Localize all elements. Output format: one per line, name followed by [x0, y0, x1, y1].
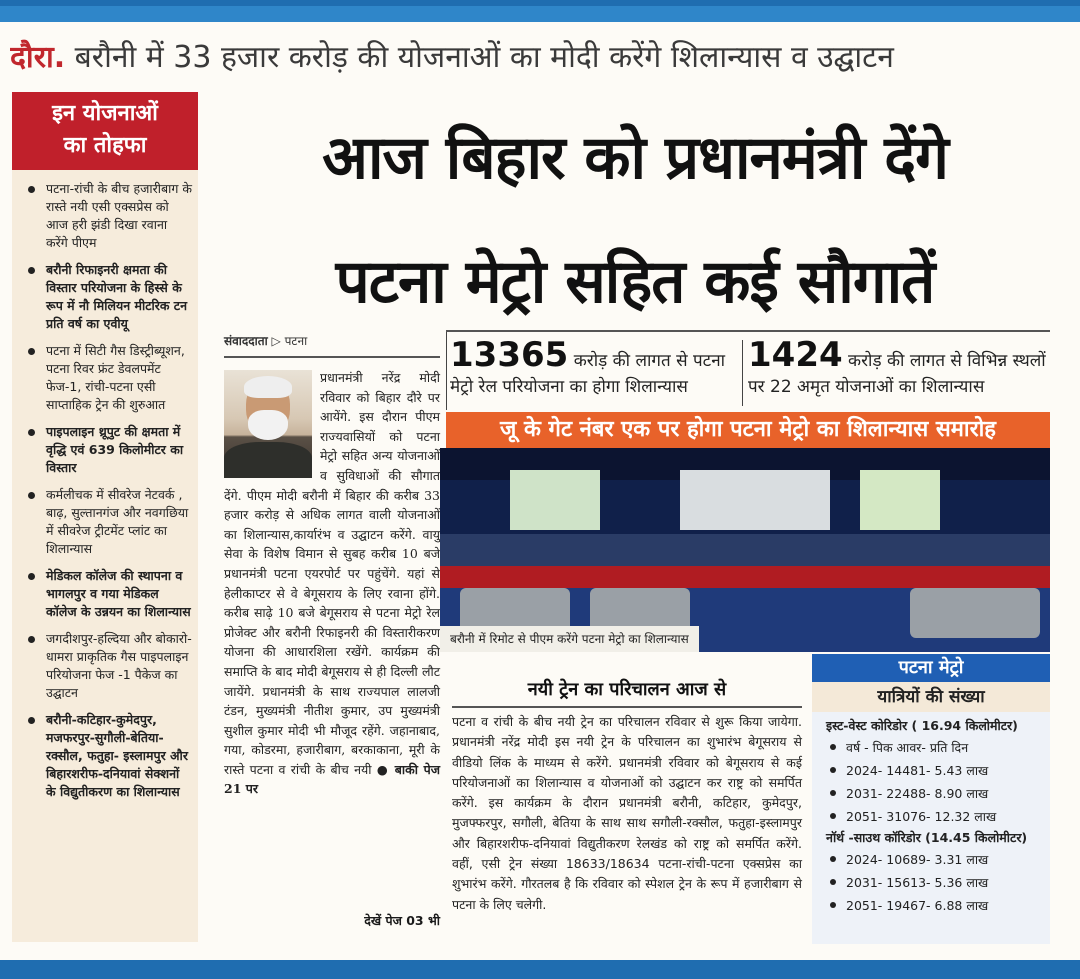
photo-caption: बरौनी में रिमोट से पीएम करेंगे पटना मेट्रो का शिलान्यास [440, 626, 699, 652]
stat-metro-cost [450, 336, 740, 406]
metro-corridor-east-west: इस्ट-वेस्ट कोरिडोर ( 16.94 किलोमीटर) [826, 718, 1018, 733]
sidebar-item: पाइपलाइन थ्रूपुट की क्षमता में वृद्धि एवं 639 किलोमीटर का विस्तार [24, 423, 192, 477]
metro-ridership-box [812, 654, 1050, 944]
article-body [224, 368, 440, 799]
train-headline: नयी ट्रेन का परिचालन आज से [527, 679, 727, 700]
byline-place: ▷ पटना [271, 334, 308, 348]
metro-list-ns [812, 848, 1050, 917]
stat-text-line1: करोड़ की लागत से विभिन्न स्थलों [842, 351, 1046, 371]
stage-screen-left [510, 470, 600, 530]
metro-row: 2051- 31076- 12.32 लाख [828, 805, 1042, 828]
stat-text-line2: मेट्रो रेल परियोजना का होगा शिलान्यास [450, 377, 688, 397]
top-color-bar-dark [0, 0, 1080, 6]
stage-backdrop [680, 470, 830, 530]
train-article: पटना व रांची के बीच नयी ट्रेन का परिचालन रविवार से शुरू किया जायेगा. प्रधानमंत्री नरेंद्र मोदी इस नयी ट्रेन के परिचालन का शुभारंभ बेगूसराय से वीडियो लिंक के माध्यम से करेंगे. प्रधानमंत्री रविवार को बेगूसराय से कई परियोजनाओं का शिलान्यास व योजनाओं को उद्घाटन कर राष्ट्र को समर्पित करेंगे. इस कार्यक्रम के दौरान प्रधानमंत्री बरौनी, कटिहार, कुमेदपुर, मुजफ्फरपुर, सगौली, बेतिया के साथ साथ सगौली-रक्सौल, फतुहा-इस्लामपुर और बिहारशरीफ-दनियावां विद्युतीकरण रेलखंड को राष्ट्र को समर्पित करेंगे. वहीं, एसी ट्रेन संख्या 18633/18634 पटना-रांची-पटना एक्सप्रेस का शुभारंभ करेंगे. गौरतलब है कि रविवार को स्पेशल ट्रेन के रूप में हजारीबाग से पटना के लिए चलेगी. [452, 714, 802, 912]
stats-divider-left [446, 330, 447, 410]
sidebar-item: जगदीशपुर-हल्दिया और बोकारो-धामरा प्राकृतिक गैस पाइपलाइन परियोजना फेज -1 पैकेज का उद्घाटन [24, 630, 192, 702]
main-headline-line2: पटना मेट्रो सहित कई सौगातें [335, 247, 935, 317]
top-color-bar [0, 0, 1080, 22]
byline-rule [224, 356, 440, 358]
pm-photo-beard [248, 410, 288, 440]
stat-number: 13365 [450, 335, 569, 375]
metro-list-ew [812, 736, 1050, 828]
stats-top-rule [446, 330, 1050, 332]
metro-row: 2024- 10689- 3.31 लाख [828, 848, 1042, 871]
stage-screen-right [860, 470, 940, 530]
sidebar-item: कर्मलीचक में सीवरेज नेटवर्क , बाढ़, सुल्तानगंज और नवगछिया में सीवरेज ट्रीटमेंट प्लांट का शिलान्यास [24, 486, 192, 558]
sidebar-title-line2: का तोहफा [63, 133, 147, 158]
article-text: प्रधानमंत्री नरेंद्र मोदी रविवार को बिहार दौरे पर आयेंगे. इस दौरान पीएम राज्यवासियों को पटना मेट्रो सहित अन्य योजनाओं व सुविधाओं की सौगात देंगे. पीएम मोदी बरौनी में बिहार की करीब 33 हजार करोड़ से अधिक लागत वाली योजनाओं का शिलान्यास,कार्यारंभ व उद्घाटन करेंगे. वायु सेवा के विशेष विमान से सुबह करीब 10 बजे प्रधानमंत्री पटना एयरपोर्ट पर पहुंचेंगे. यहां से हेलीकाप्टर से वे बेगूसराय के लिए रवाना होंगे. करीब साढ़े 10 बजे बेगूसराय से पटना मेट्रो रेल प्रोजेक्ट और बरौनी रिफाइनरी की विस्तारीकरण योजना की आधारशिला रखेंगे. कार्यक्रम की समाप्ति के बाद मोदी बेगूसराय से ही दिल्ली लौट जायेंगे. प्रधानमंत्री के साथ राज्यपाल लालजी टंडन, मुख्यमंत्री नीतीश कुमार, उप मुख्यमंत्री सुशील कुमार मोदी भी मौजूद रहेंगे. जहानाबाद, गया, कोडरमा, हजारीबाग, बरकाकाना, मूरी के रास्ते पटना व रांची के बीच नयी [224, 370, 440, 777]
sidebar-list [12, 180, 198, 801]
kicker-label: दौरा. [10, 40, 66, 75]
kicker-text: बरौनी में 33 हजार करोड़ की योजनाओं का मोदी करेंगे शिलान्यास व उद्घाटन [65, 40, 894, 75]
stage-sofa-right [910, 588, 1040, 638]
bottom-color-bar [0, 960, 1080, 979]
metro-row: 2024- 14481- 5.43 लाख [828, 759, 1042, 782]
metro-subtitle: यात्रियों की संख्या [812, 682, 1050, 712]
sidebar-item: पटना में सिटी गैस डिस्ट्रीब्यूशन, पटना रिवर फ्रंट डेवलपमेंट फेज-1, रांची-पटना एसी साप्ताहिक ट्रेन की शुरुआत [24, 342, 192, 414]
sidebar-title-line1: इन योजनाओं [52, 101, 158, 126]
metro-row: 2051- 19467- 6.88 लाख [828, 894, 1042, 917]
schemes-sidebar [12, 92, 198, 942]
main-headline-line1: आज बिहार को प्रधानमंत्री देंगे [322, 123, 948, 193]
kicker-headline [10, 34, 1060, 82]
metro-header-row: वर्ष - पिक आवर- प्रति दिन [828, 736, 1042, 759]
stats-divider [742, 340, 743, 406]
pm-photo [224, 370, 312, 478]
stat-number: 1424 [748, 335, 843, 375]
stat-text-line2: पर 22 अमृत योजनाओं का शिलान्यास [748, 377, 985, 397]
train-rule [452, 706, 802, 708]
continued-note: ● बाकी पेज 21 पर [224, 761, 440, 797]
stat-amrut-cost [748, 336, 1058, 406]
stage-photo [440, 448, 1050, 652]
byline [224, 332, 307, 349]
stat-text-line1: करोड़ की लागत से पटना [568, 351, 726, 371]
stage-platform [440, 534, 1050, 568]
pm-photo-body [224, 442, 312, 478]
sidebar-title [12, 92, 198, 170]
metro-corridor-north-south: नॉर्थ -साउथ कॉरिडोर (14.45 किलोमीटर) [826, 830, 1028, 845]
sidebar-item: बरौनी-कटिहार-कुमेदपुर, मजफरपुर-सुगौली-बेतिया-रक्सौल, फतुहा- इस्लामपुर और बिहारशरीफ-दनियावां सेक्शनों के विद्युतीकरण का शिलान्यास [24, 711, 192, 801]
byline-reporter: संवाददाता [224, 334, 268, 348]
main-headline [210, 96, 1060, 344]
metro-title: पटना मेट्रो [812, 654, 1050, 682]
sidebar-item: मेडिकल कॉलेज की स्थापना व भागलपुर व गया मेडिकल कॉलेज के उन्नयन का शिलान्यास [24, 567, 192, 621]
pm-photo-hair [244, 376, 292, 398]
metro-row: 2031- 15613- 5.36 लाख [828, 871, 1042, 894]
sidebar-item: बरौनी रिफाइनरी क्षमता की विस्तार परियोजना के हिस्से के रूप में नौ मिलियन मीटरिक टन प्रति वर्ष का एवीयू [24, 261, 192, 333]
sidebar-item: पटना-रांची के बीच हजारीबाग के रास्ते नयी एसी एक्सप्रेस को आज हरी झंडी दिखा रवाना करेंगे पीएम [24, 180, 192, 252]
ceremony-banner: जू के गेट नंबर एक पर होगा पटना मेट्रो का शिलान्यास समारोह [446, 412, 1050, 448]
metro-row: 2031- 22488- 8.90 लाख [828, 782, 1042, 805]
see-page-note: देखें पेज 03 भी [364, 913, 440, 928]
